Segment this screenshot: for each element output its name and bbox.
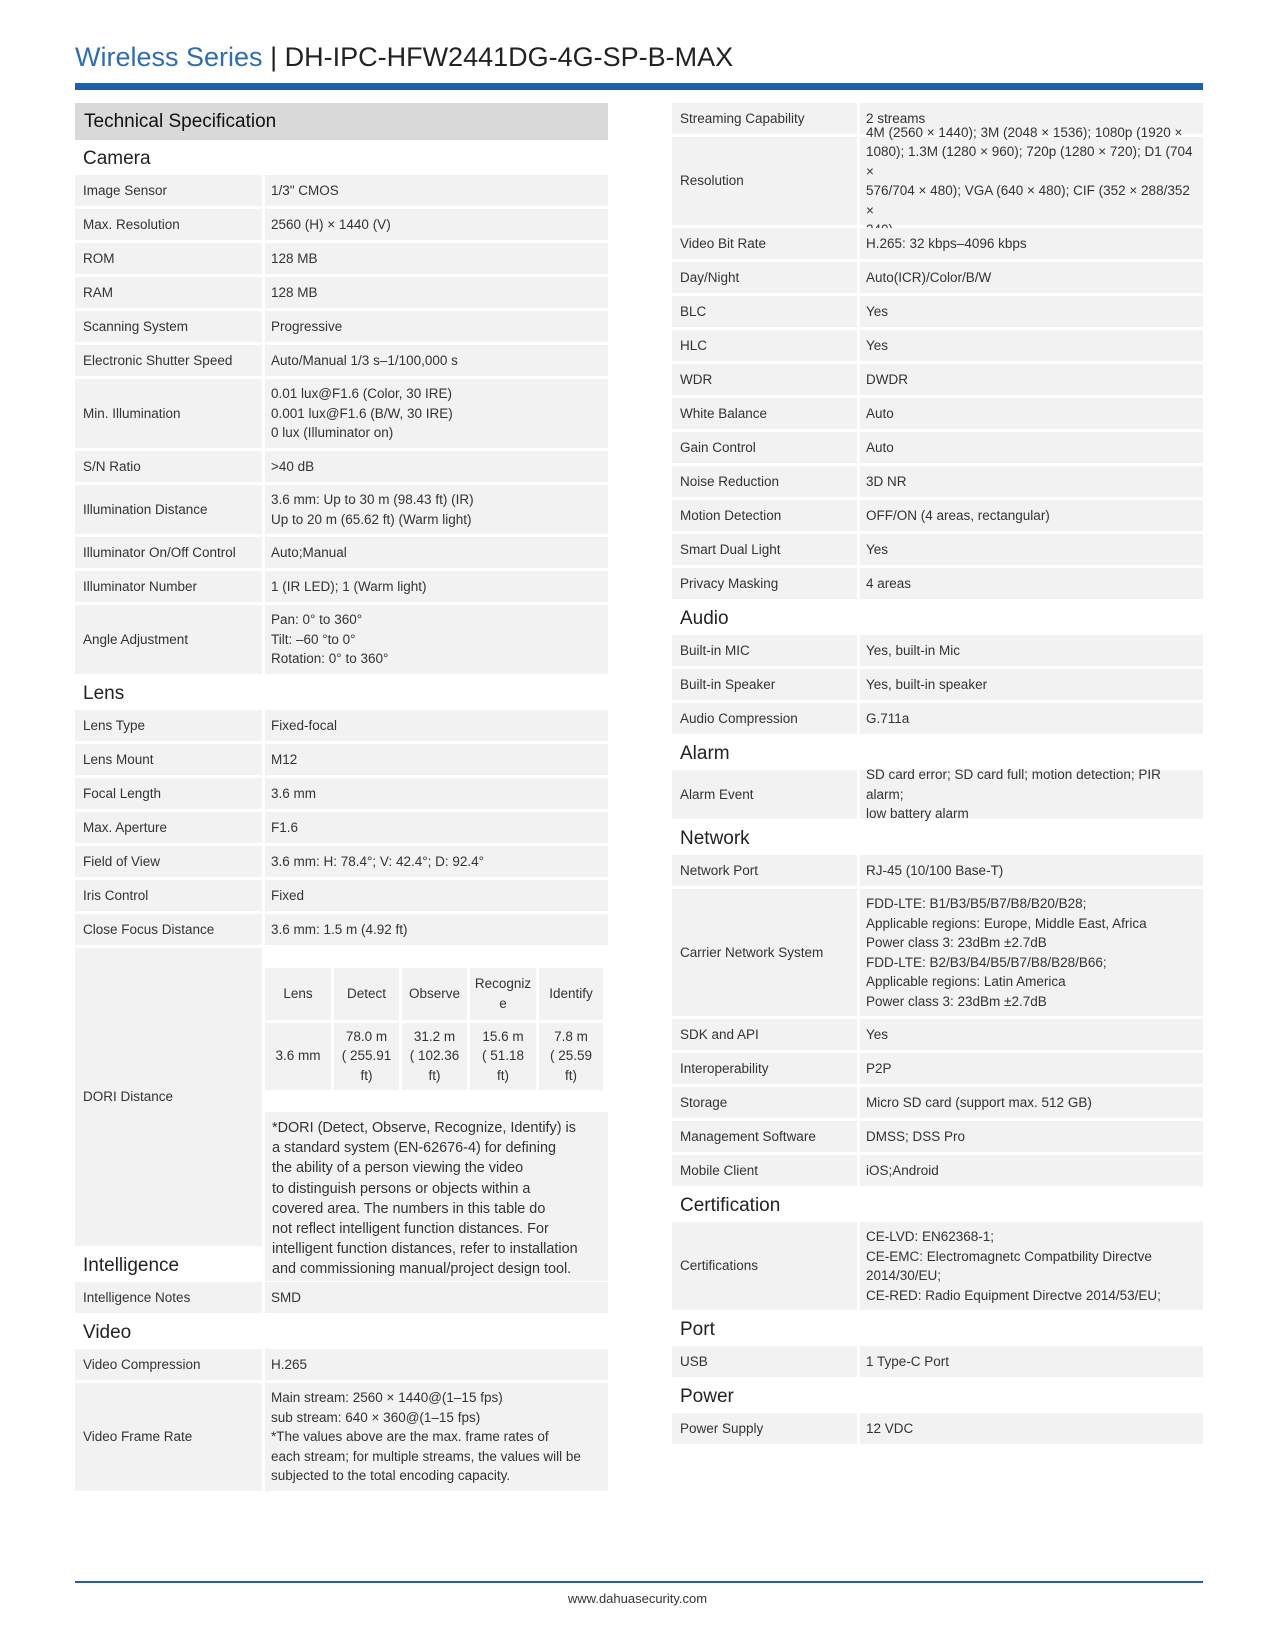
spec-row	[75, 812, 608, 843]
spec-row	[672, 855, 1203, 886]
model-number: DH-IPC-HFW2441DG-4G-SP-B-MAX	[284, 42, 734, 72]
spec-value: 3.6 mm: Up to 30 m (98.43 ft) (IR) Up to 20 m (65.62 ft) (Warm light)	[265, 485, 608, 534]
spec-key: Gain Control	[672, 432, 857, 463]
spec-key: Illuminator Number	[75, 571, 262, 602]
spec-row	[75, 451, 608, 482]
spec-value: SD card error; SD card full; motion detection; PIR alarm; low battery alarm	[860, 770, 1203, 819]
spec-value: 3.6 mm: 1.5 m (4.92 ft)	[265, 914, 608, 945]
spec-key: Alarm Event	[672, 770, 857, 819]
dori-header: Observe	[402, 968, 467, 1020]
spec-key: Lens Type	[75, 710, 262, 741]
page-title	[75, 42, 733, 73]
spec-row	[672, 1413, 1203, 1444]
dori-value: 78.0 m ( 255.91 ft)	[334, 1023, 399, 1090]
spec-row	[75, 345, 608, 376]
spec-value: 1/3" CMOS	[265, 175, 608, 206]
spec-key: ROM	[75, 243, 262, 274]
spec-row	[75, 379, 608, 448]
spec-value: DWDR	[860, 364, 1203, 395]
spec-row	[672, 432, 1203, 463]
spec-row	[672, 1053, 1203, 1084]
spec-value: 2560 (H) × 1440 (V)	[265, 209, 608, 240]
spec-key: Lens Mount	[75, 744, 262, 775]
spec-key: Built-in Speaker	[672, 669, 857, 700]
spec-value: CE-LVD: EN62368-1; CE-EMC: Electromagnetc Compatbility Directve 2014/30/EU; CE-RED: Radio Equipment Directve 2014/53/EU;	[860, 1222, 1203, 1310]
intelligence-rows	[75, 1282, 608, 1313]
spec-row	[672, 568, 1203, 599]
spec-value: 0.01 lux@F1.6 (Color, 30 IRE) 0.001 lux@F1.6 (B/W, 30 IRE) 0 lux (Illuminator on)	[265, 379, 608, 448]
spec-key: WDR	[672, 364, 857, 395]
dori-value: 15.6 m ( 51.18 ft)	[470, 1023, 536, 1090]
spec-value: Fixed-focal	[265, 710, 608, 741]
spec-value: Main stream: 2560 × 1440@(1–15 fps) sub stream: 640 × 360@(1–15 fps) *The values above are the max. frame rates of each stream; for multiple streams, the values will be subjected to the total encoding capacity.	[265, 1383, 608, 1491]
spec-key: Smart Dual Light	[672, 534, 857, 565]
spec-row	[75, 209, 608, 240]
spec-value: G.711a	[860, 703, 1203, 734]
spec-key: Motion Detection	[672, 500, 857, 531]
left-column	[75, 103, 608, 1494]
spec-row	[672, 296, 1203, 327]
camera-rows	[75, 175, 608, 674]
spec-row	[75, 537, 608, 568]
spec-value: H.265: 32 kbps–4096 kbps	[860, 228, 1203, 259]
spec-key: RAM	[75, 277, 262, 308]
spec-key: Angle Adjustment	[75, 605, 262, 674]
spec-key: Electronic Shutter Speed	[75, 345, 262, 376]
spec-key: USB	[672, 1346, 857, 1377]
spec-row	[672, 330, 1203, 361]
spec-row	[672, 767, 1203, 822]
spec-row	[75, 1349, 608, 1380]
spec-value: 1080); 1.3M (1280 × 960); 720p (1280 × 720); D1 (704 × 576/704 × 480); VGA (640 × 480); CIF (352 × 288/352 ×	[860, 137, 1203, 225]
spec-row	[75, 243, 608, 274]
dori-value: 3.6 mm	[265, 1023, 331, 1090]
spec-key: Privacy Masking	[672, 568, 857, 599]
spec-value: FDD-LTE: B1/B3/B5/B7/B8/B20/B28; Applicable regions: Europe, Middle East, Africa Power class 3: 23dBm ±2.7dB FDD-LTE: B2/B3/B4/B5/B7/B8/B28/B66; Applicable regions: Latin America Power class 3: 23dBm ±2.7dB	[860, 889, 1203, 1016]
spec-row	[75, 571, 608, 602]
port-rows	[672, 1346, 1203, 1377]
spec-row	[672, 635, 1203, 666]
spec-key: Illumination Distance	[75, 485, 262, 534]
section-lens: Lens	[83, 683, 125, 704]
section-camera: Camera	[83, 148, 151, 169]
dori-header: Lens	[265, 968, 331, 1020]
spec-row	[75, 485, 608, 534]
video-rows	[75, 1349, 608, 1491]
spec-row	[672, 889, 1203, 1016]
spec-key: Intelligence Notes	[75, 1282, 262, 1313]
dori-header: Identify	[539, 968, 603, 1020]
spec-key: DORI Distance	[75, 948, 262, 1246]
spec-row	[75, 605, 608, 674]
spec-value: Yes	[860, 330, 1203, 361]
spec-key: Streaming Capability	[672, 103, 857, 134]
section-certification: Certification	[680, 1195, 781, 1216]
network-rows	[672, 855, 1203, 1186]
spec-value: 1 (IR LED); 1 (Warm light)	[265, 571, 608, 602]
spec-value: DMSS; DSS Pro	[860, 1121, 1203, 1152]
spec-row	[672, 228, 1203, 259]
spec-value: Yes, built-in Mic	[860, 635, 1203, 666]
section-video: Video	[83, 1322, 132, 1343]
audio-rows	[672, 635, 1203, 734]
spec-row	[672, 466, 1203, 497]
spec-row	[672, 1019, 1203, 1050]
spec-key: Interoperability	[672, 1053, 857, 1084]
spec-row	[75, 914, 608, 945]
spec-row	[672, 669, 1203, 700]
spec-value: Yes, built-in speaker	[860, 669, 1203, 700]
spec-key: Scanning System	[75, 311, 262, 342]
spec-value: 128 MB	[265, 277, 608, 308]
spec-value: >40 dB	[265, 451, 608, 482]
spec-value: RJ-45 (10/100 Base-T)	[860, 855, 1203, 886]
spec-value: Auto/Manual 1/3 s–1/100,000 s	[265, 345, 608, 376]
spec-value: P2P	[860, 1053, 1203, 1084]
spec-value: 3.6 mm	[265, 778, 608, 809]
spec-row	[672, 1155, 1203, 1186]
section-power: Power	[680, 1386, 734, 1407]
spec-key: Noise Reduction	[672, 466, 857, 497]
right-column	[672, 103, 1203, 1447]
spec-value: Fixed	[265, 880, 608, 911]
spec-key: Storage	[672, 1087, 857, 1118]
spec-key: Video Frame Rate	[75, 1383, 262, 1491]
spec-row	[672, 1121, 1203, 1152]
spec-value: iOS;Android	[860, 1155, 1203, 1186]
spec-row	[75, 744, 608, 775]
spec-row	[672, 137, 1203, 225]
spec-key: Power Supply	[672, 1413, 857, 1444]
spec-value: Auto(ICR)/Color/B/W	[860, 262, 1203, 293]
footer-url: www.dahuasecurity.com	[567, 1591, 708, 1606]
spec-key: BLC	[672, 296, 857, 327]
spec-value: H.265	[265, 1349, 608, 1380]
spec-row	[672, 534, 1203, 565]
dori-table	[265, 968, 608, 1090]
spec-key: Day/Night	[672, 262, 857, 293]
alarm-rows	[672, 767, 1203, 822]
spec-key: Resolution	[672, 137, 857, 225]
spec-value: 3D NR	[860, 466, 1203, 497]
spec-value: Pan: 0° to 360° Tilt: –60 °to 0° Rotation: 0° to 360°	[265, 605, 608, 674]
spec-key: Field of View	[75, 846, 262, 877]
spec-value: 4 areas	[860, 568, 1203, 599]
lens-rows	[75, 710, 608, 945]
spec-row	[75, 311, 608, 342]
spec-row	[75, 710, 608, 741]
spec-heading: Technical Specification	[75, 103, 608, 140]
spec-row	[672, 1087, 1203, 1118]
spec-value: SMD	[265, 1282, 608, 1313]
section-alarm: Alarm	[680, 743, 730, 764]
spec-row	[75, 1282, 608, 1313]
spec-key: Image Sensor	[75, 175, 262, 206]
spec-row	[75, 778, 608, 809]
spec-key: SDK and API	[672, 1019, 857, 1050]
spec-row	[75, 175, 608, 206]
spec-row	[672, 500, 1203, 531]
spec-key: Focal Length	[75, 778, 262, 809]
spec-value: Yes	[860, 1019, 1203, 1050]
spec-key: Audio Compression	[672, 703, 857, 734]
spec-key: Certifications	[672, 1222, 857, 1310]
spec-key: Illuminator On/Off Control	[75, 537, 262, 568]
section-intelligence: Intelligence	[83, 1255, 180, 1276]
dori-content	[265, 948, 608, 1278]
dori-note: *DORI (Detect, Observe, Recognize, Identify) is a standard system (EN-62676-4) for defining the ability of a person viewing the video to distinguish persons or objects within a covered area. The numbers in this table do not reflect intelligent function distances. For intelligent function distances, refer to installation and commissioning manual/project design tool.	[265, 1112, 608, 1281]
section-network: Network	[680, 828, 750, 849]
dori-header: Recogniz e	[470, 968, 536, 1020]
spec-row	[672, 703, 1203, 734]
spec-value: Auto;Manual	[265, 537, 608, 568]
spec-row	[672, 1346, 1203, 1377]
spec-key: Management Software	[672, 1121, 857, 1152]
spec-value: 12 VDC	[860, 1413, 1203, 1444]
spec-value: M12	[265, 744, 608, 775]
spec-value: Yes	[860, 296, 1203, 327]
spec-row	[75, 277, 608, 308]
spec-key: Min. Illumination	[75, 379, 262, 448]
section-port: Port	[680, 1319, 715, 1340]
spec-row	[75, 846, 608, 877]
spec-value: Auto	[860, 398, 1203, 429]
series-name: Wireless Series	[75, 42, 263, 72]
spec-key: S/N Ratio	[75, 451, 262, 482]
spec-row	[672, 262, 1203, 293]
dori-header: Detect	[334, 968, 399, 1020]
spec-row	[672, 1222, 1203, 1310]
spec-key: Close Focus Distance	[75, 914, 262, 945]
header-rule	[75, 83, 1203, 90]
power-rows	[672, 1413, 1203, 1444]
spec-value: Micro SD card (support max. 512 GB)	[860, 1087, 1203, 1118]
spec-key: Carrier Network System	[672, 889, 857, 1016]
spec-key: HLC	[672, 330, 857, 361]
spec-key: Video Bit Rate	[672, 228, 857, 259]
spec-key: White Balance	[672, 398, 857, 429]
spec-key: Iris Control	[75, 880, 262, 911]
spec-key: Network Port	[672, 855, 857, 886]
spec-key: Max. Resolution	[75, 209, 262, 240]
video-continued-rows	[672, 103, 1203, 599]
spec-row	[672, 398, 1203, 429]
spec-value: Auto	[860, 432, 1203, 463]
spec-value: F1.6	[265, 812, 608, 843]
spec-value: OFF/ON (4 areas, rectangular)	[860, 500, 1203, 531]
title-separator: |	[270, 42, 278, 72]
spec-value: 128 MB	[265, 243, 608, 274]
spec-value: Yes	[860, 534, 1203, 565]
dori-value: 31.2 m ( 102.36 ft)	[402, 1023, 467, 1090]
spec-row	[672, 364, 1203, 395]
section-audio: Audio	[680, 608, 729, 629]
spec-key: Built-in MIC	[672, 635, 857, 666]
spec-value: 1 Type-C Port	[860, 1346, 1203, 1377]
spec-row	[75, 1383, 608, 1491]
spec-value: 3.6 mm: H: 78.4°; V: 42.4°; D: 92.4°	[265, 846, 608, 877]
spec-key: Mobile Client	[672, 1155, 857, 1186]
spec-value: Progressive	[265, 311, 608, 342]
spec-key: Max. Aperture	[75, 812, 262, 843]
footer-rule	[75, 1581, 1203, 1583]
spec-value: 2 streams	[860, 103, 1203, 134]
dori-value: 7.8 m ( 25.59 ft)	[539, 1023, 603, 1090]
spec-row	[75, 880, 608, 911]
certification-rows	[672, 1222, 1203, 1310]
spec-key: Video Compression	[75, 1349, 262, 1380]
